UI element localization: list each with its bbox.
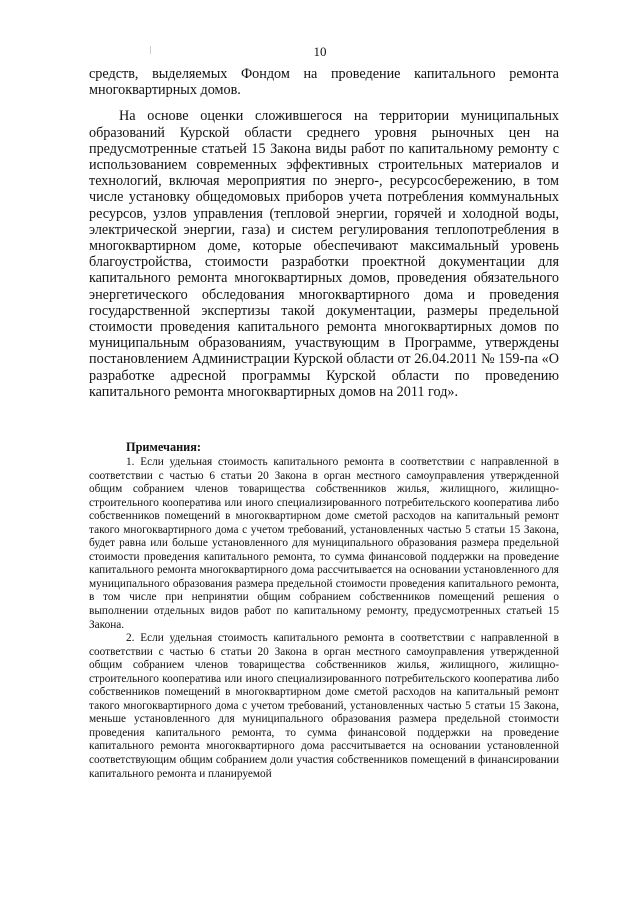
page-number: 10 [313, 44, 327, 59]
note-item-1: 1. Если удельная стоимость капитального ремонта в соответствии с направленной в соответствии с частью 6 статьи 20 Закона в орган местного самоуправления утвержденной общим собранием членов товарищества собственников жилья, жилищного, жилищно-строительного кооператива или иного специализированного потребительского кооператива либо собственников помещений в многоквартирном доме сметой расходов на капитальный ремонт такого многоквартирного дома с учетом требований, установленных частью 5 статьи 15 Закона, будет равна или больше установленного для муниципального образования размера предельной стоимости проведения капитального ремонта, то сумма финансовой поддержки на проведение капитального ремонта многоквартирного дома рассчитывается на основании установленного для муниципального образования размера предельной стоимости проведения капитального ремонта, в том числе при непринятии общим собранием собственников помещений решения о выполнении отдельных видов работ по капитальному ремонту, предусмотренных статьей 15 Закона. [89, 456, 559, 631]
main-text [89, 66, 559, 400]
notes-heading: Примечания: [126, 440, 202, 454]
paragraph-continuation: средств, выделяемых Фондом на проведение капитального ремонта многоквартирных домов. [89, 66, 559, 99]
paragraph-price-assessment: На основе оценки сложившегося на территории муниципальных образований Курской области среднего уровня рыночных цен на предусмотренные статьей 15 Закона виды работ по капитальному ремонту с использованием современных эффективных строительных материалов и технологий, включая мероприятия по энерго-, ресурсосбережению, в том числе установку общедомовых приборов учета потребления коммунальных ресурсов, узлов управления (тепловой энергии, горячей и холодной воды, электрической энергии, газа) и систем регулирования теплопотребления в многоквартирном доме, которые обеспечивают максимальный уровень благоустройства, стоимости разработки проектной документации для капитального ремонта многоквартирных домов, проведения обязательного энергетического обследования многоквартирного дома и проведения государственной экспертизы такой документации, размеры предельной стоимости проведения капитального ремонта многоквартирных домов по муниципальным образованиям, участвующим в Программе, утверждены постановлением Администрации Курской области от 26.04.2011 № 159-па «О разработке адресной программы Курской области по проведению капитального ремонта многоквартирных домов на 2011 год». [89, 108, 559, 400]
notes-section [89, 440, 559, 781]
note-item-2: 2. Если удельная стоимость капитального ремонта в соответствии с направленной в соответствии с частью 6 статьи 20 Закона в орган местного самоуправления утвержденной общим собранием членов товарищества собственников жилья, жилищного, жилищно-строительного кооператива или иного специализированного потребительского кооператива либо собственников помещений в многоквартирном доме сметой расходов на капитальный ремонт такого многоквартирного дома с учетом требований, установленных частью 5 статьи 15 Закона, меньше установленного для муниципального образования размера предельной стоимости проведения капитального ремонта, то сумма финансовой поддержки на проведение капитального ремонта многоквартирного дома рассчитывается на основании установленной соответствующим общим собранием доли участия собственников помещений в финансировании капитального ремонта и планируемой [89, 632, 559, 780]
